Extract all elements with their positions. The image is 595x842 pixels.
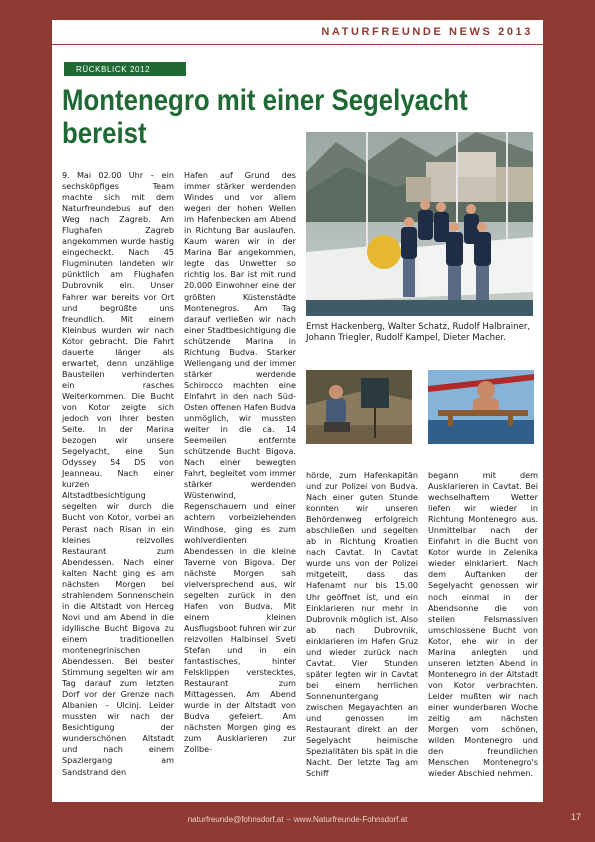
painter-photo-image [306, 370, 412, 444]
article-column-4 [428, 470, 538, 800]
page-header [52, 20, 543, 45]
photo-painter [306, 370, 412, 444]
photo-caption: Ernst Hackenberg, Walter Schatz, Rudolf Halbrainer, Johann Triegler, Rudolf Kampel, Dieter Macher. [306, 322, 531, 344]
article-text-4: begann mit dem Ausklarieren in Cavtat. Bei wechselhaftem Wetter liefen wir wieder in Richtung Montenegro aus. Unmittelbar nach der Einfahrt in die Bucht von Kotor wurde in Zelenika wieder einklariert. Nach dem Auftanken der Segelyacht genossen wir noch einmal in der Abendsonne die von steilen Felsmassiven umschlossene Bucht von Kotor, ehe wir in der Marina anlegten und unseren letzten Abend in Montenegro in der Altstadt von Kotor verbrachten. Leider mußten wir nach einer wunderbaren Woche zeitig am nächsten Morgen vom schönen, wilden Montenegro und den freundlichen Menschen Montenegro's wieder Abschied nehmen. [428, 470, 538, 779]
page-footer [52, 808, 543, 830]
footer-email-link[interactable]: naturfreunde@fohnsdorf.at [187, 814, 284, 824]
page-number: 17 [570, 812, 581, 822]
article-text-2: Hafen auf Grund des immer stärker werdenden Windes und vor allem wegen der hohen Wellen im Hafenbecken am Abend in Richtung Bar auslaufen. Kaum waren wir in der Marina Bar angekommen, legte das Unwetter so richtig los. Bar ist mit rund 20.000 Einwohner eine der größten Küstenstädte Montenegros. Am Tag darauf verließen wir nach einer Stadtbesichtigung die schützende Marina in Richtung Budva. Starker Wellengang und der immer stärker werdende Schirocco machten eine Einfahrt in den nach Süd- Osten offenen Hafen Budva unmöglich, wir mussten weiter in die ca. 14 Seemeilen entfernte schützende Bucht Bigova. Nach einer bewegten Fahrt, begleitet vom immer stärker werdenden Wüstenwind, Regenschauern und einer achtern vorbeiziehenden Windhose, ging es zum wohlverdienten Abendessen in die kleine Taverne von Bigova. Der nächste Morgen sah vielversprechend aus, wir segelten zurück in den Hafen von Budva. Mit einem kleinen Ausflugsboot fuhren wir zur reizvollen Halbinsel Sveti Stefan und in ein fantastisches, hinter Felsklippen verstecktes, Restaurant zum Mittagessen. Am Abend wurde in der Altstadt von Budva gefeiert. Am nächsten Morgen ging es zum Ausklarieren zur Zollbe- [184, 170, 296, 755]
footer-separator: – [286, 814, 291, 824]
article-column-2 [184, 170, 296, 790]
group-photo-image [306, 132, 533, 316]
group-photo-yacht [306, 132, 533, 316]
article-text-1: 9. Mai 02.00 Uhr – ein sechsköpfiges Team machte sich mit dem Naturfreundebus auf den Weg nach Zagreb. Am Flughafen Zagreb angekommen wurde hastig eingecheckt. Nach 45 Flugminuten landeten wir pünktlich am Flughafen Dubrovnik ein. Unser Fahrer war bereits vor Ort und begrüßte uns freundlich. Mit einem Kleinbus wurden wir nach Kotor gebracht. Die Fahrt dauerte länger als erwartet, denn unzählige Baustellen verhinderten ein rasches Weiterkommen. Die Bucht von Kotor zeigte sich jedoch von Ihrer besten Seite. In der Marina bezogen wir unsere Segelyacht, eine Sun Odyssey 54 DS von Jeanneau. Nach einer kurzen Altstadtbesichtigung segelten wir durch die Bucht von Kotor, vorbei an Perast nach Risan in ein kleines reizvolles Restaurant zum Abendessen. Nach einer kalten Nacht ging es am nächsten Morgen bei strahlendem Sonnenschein in die Altstadt von Herceg Novi und am Abend in die idyllische Bucht Bigova zu einem traditionellen montenegrinischen Abendessen. Bei bester Stimmung segelten wir am Tag darauf zum letzten Dorf vor der Grenze nach Albanien – Ulcinj. Leider mussten wir nach der Besichtigung der wunderschönen Altstadt und nach einem Spaziergang am Sandstrand den [62, 170, 174, 777]
section-kicker: RÜCKBLICK 2012 [64, 62, 186, 76]
header-title: NATURFREUNDE NEWS 2013 [321, 26, 533, 38]
article-column-3 [306, 470, 418, 800]
sailor-photo-image [428, 370, 534, 444]
article-text-3: hörde, zum Hafenkapitän und zur Polizei von Budva. Nach einer guten Stunde konnten wir unseren Behördenweg erfolgreich abschließen und segelten ab in Richtung Kroatien nach Cavtat. In Cavtat wurde uns von der Polizei mitgeteilt, dass das Hafenamt nur bis 15.00 Uhr geöffnet ist, und ein Einklarieren nur mehr in Dubrovnik möglich ist. Also ab nach Dubrovnik, einklarieren im Hafen Gruz und wieder zurück nach Cavtat. Vier Stunden später legten wir in Cavtat bei einem herrlichen Sonnenuntergang zwischen Megayachten an und genossen im Restaurant direkt an der Segelyacht heimische Spezialitäten bis spät in die Nacht. Der letzte Tag am Schiff [306, 470, 418, 779]
article-column-1 [62, 170, 174, 790]
article-headline: Montenegro mit einer Segelyacht bereist [62, 84, 468, 150]
photo-sailor [428, 370, 534, 444]
footer-website-link[interactable]: www.Naturfreunde-Fohnsdorf.at [293, 814, 408, 824]
